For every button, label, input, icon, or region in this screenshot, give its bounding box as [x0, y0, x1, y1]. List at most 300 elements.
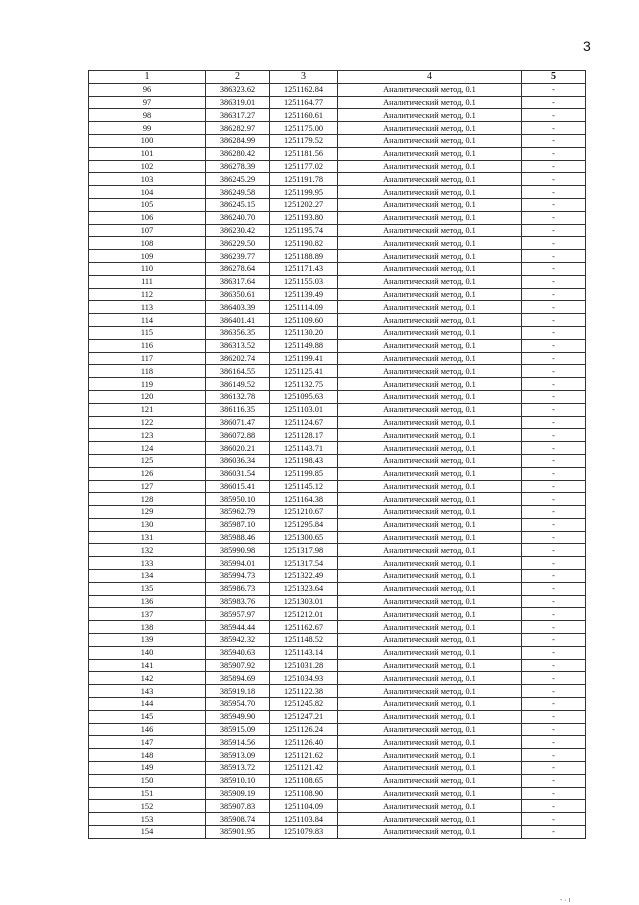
point-number-cell: 126	[89, 467, 206, 480]
x-coordinate-cell: 385944.44	[206, 621, 270, 634]
y-coordinate-cell: 1251079.83	[270, 826, 338, 839]
point-number-cell: 113	[89, 301, 206, 314]
x-coordinate-cell: 386020.21	[206, 442, 270, 455]
point-number-cell: 147	[89, 736, 206, 749]
table-header-row	[89, 71, 586, 84]
point-number-cell: 151	[89, 787, 206, 800]
note-cell: -	[522, 96, 586, 109]
note-cell: -	[522, 224, 586, 237]
method-accuracy-cell: Аналитический метод, 0.1	[338, 506, 522, 519]
x-coordinate-cell: 386313.52	[206, 339, 270, 352]
page-number: 3	[583, 38, 591, 54]
note-cell: -	[522, 211, 586, 224]
y-coordinate-cell: 1251108.65	[270, 774, 338, 787]
x-coordinate-cell: 386401.41	[206, 314, 270, 327]
point-number-cell: 101	[89, 147, 206, 160]
y-coordinate-cell: 1251164.38	[270, 493, 338, 506]
table-row	[89, 544, 586, 557]
point-number-cell: 127	[89, 480, 206, 493]
method-accuracy-cell: Аналитический метод, 0.1	[338, 147, 522, 160]
table-row	[89, 813, 586, 826]
y-coordinate-cell: 1251143.14	[270, 646, 338, 659]
table-row	[89, 339, 586, 352]
note-cell: -	[522, 416, 586, 429]
note-cell: -	[522, 531, 586, 544]
y-coordinate-cell: 1251124.67	[270, 416, 338, 429]
point-number-cell: 102	[89, 160, 206, 173]
y-coordinate-cell: 1251188.89	[270, 250, 338, 263]
x-coordinate-cell: 385914.56	[206, 736, 270, 749]
method-accuracy-cell: Аналитический метод, 0.1	[338, 314, 522, 327]
y-coordinate-cell: 1251303.01	[270, 595, 338, 608]
method-accuracy-cell: Аналитический метод, 0.1	[338, 634, 522, 647]
table-row	[89, 634, 586, 647]
table-row	[89, 237, 586, 250]
x-coordinate-cell: 385919.18	[206, 685, 270, 698]
note-cell: -	[522, 173, 586, 186]
point-number-cell: 152	[89, 800, 206, 813]
x-coordinate-cell: 386319.01	[206, 96, 270, 109]
x-coordinate-cell: 386202.74	[206, 352, 270, 365]
x-coordinate-cell: 386229.50	[206, 237, 270, 250]
x-coordinate-cell: 385908.74	[206, 813, 270, 826]
method-accuracy-cell: Аналитический метод, 0.1	[338, 83, 522, 96]
method-accuracy-cell: Аналитический метод, 0.1	[338, 352, 522, 365]
point-number-cell: 140	[89, 646, 206, 659]
y-coordinate-cell: 1251114.09	[270, 301, 338, 314]
x-coordinate-cell: 385907.92	[206, 659, 270, 672]
x-coordinate-cell: 386072.88	[206, 429, 270, 442]
table-row	[89, 109, 586, 122]
y-coordinate-cell: 1251199.85	[270, 467, 338, 480]
y-coordinate-cell: 1251198.43	[270, 454, 338, 467]
table-row	[89, 211, 586, 224]
method-accuracy-cell: Аналитический метод, 0.1	[338, 723, 522, 736]
point-number-cell: 130	[89, 518, 206, 531]
y-coordinate-cell: 1251148.52	[270, 634, 338, 647]
y-coordinate-cell: 1251103.01	[270, 403, 338, 416]
point-number-cell: 99	[89, 122, 206, 135]
y-coordinate-cell: 1251322.49	[270, 570, 338, 583]
x-coordinate-cell: 385907.83	[206, 800, 270, 813]
table-row	[89, 557, 586, 570]
header-col-4: 4	[338, 71, 522, 84]
note-cell: -	[522, 608, 586, 621]
x-coordinate-cell: 386278.39	[206, 160, 270, 173]
method-accuracy-cell: Аналитический метод, 0.1	[338, 122, 522, 135]
table-row	[89, 698, 586, 711]
point-number-cell: 124	[89, 442, 206, 455]
table-row	[89, 378, 586, 391]
point-number-cell: 112	[89, 288, 206, 301]
note-cell: -	[522, 685, 586, 698]
y-coordinate-cell: 1251323.64	[270, 582, 338, 595]
x-coordinate-cell: 385957.97	[206, 608, 270, 621]
y-coordinate-cell: 1251177.02	[270, 160, 338, 173]
x-coordinate-cell: 386132.78	[206, 390, 270, 403]
x-coordinate-cell: 386031.54	[206, 467, 270, 480]
note-cell: -	[522, 403, 586, 416]
note-cell: -	[522, 826, 586, 839]
header-col-2: 2	[206, 71, 270, 84]
x-coordinate-cell: 386230.42	[206, 224, 270, 237]
x-coordinate-cell: 385994.01	[206, 557, 270, 570]
header-col-1: 1	[89, 71, 206, 84]
table-row	[89, 198, 586, 211]
point-number-cell: 121	[89, 403, 206, 416]
note-cell: -	[522, 595, 586, 608]
x-coordinate-cell: 386284.99	[206, 134, 270, 147]
note-cell: -	[522, 288, 586, 301]
y-coordinate-cell: 1251195.74	[270, 224, 338, 237]
y-coordinate-cell: 1251212.01	[270, 608, 338, 621]
table-row	[89, 672, 586, 685]
point-number-cell: 134	[89, 570, 206, 583]
method-accuracy-cell: Аналитический метод, 0.1	[338, 224, 522, 237]
method-accuracy-cell: Аналитический метод, 0.1	[338, 390, 522, 403]
y-coordinate-cell: 1251210.67	[270, 506, 338, 519]
method-accuracy-cell: Аналитический метод, 0.1	[338, 672, 522, 685]
point-number-cell: 123	[89, 429, 206, 442]
point-number-cell: 145	[89, 710, 206, 723]
method-accuracy-cell: Аналитический метод, 0.1	[338, 608, 522, 621]
point-number-cell: 104	[89, 186, 206, 199]
note-cell: -	[522, 429, 586, 442]
note-cell: -	[522, 352, 586, 365]
x-coordinate-cell: 385913.72	[206, 762, 270, 775]
x-coordinate-cell: 386240.70	[206, 211, 270, 224]
x-coordinate-cell: 386239.77	[206, 250, 270, 263]
table-row	[89, 250, 586, 263]
table-row	[89, 262, 586, 275]
method-accuracy-cell: Аналитический метод, 0.1	[338, 378, 522, 391]
point-number-cell: 97	[89, 96, 206, 109]
y-coordinate-cell: 1251317.98	[270, 544, 338, 557]
point-number-cell: 114	[89, 314, 206, 327]
point-number-cell: 103	[89, 173, 206, 186]
note-cell: -	[522, 659, 586, 672]
y-coordinate-cell: 1251202.27	[270, 198, 338, 211]
point-number-cell: 133	[89, 557, 206, 570]
note-cell: -	[522, 467, 586, 480]
table-row	[89, 467, 586, 480]
header-col-3: 3	[270, 71, 338, 84]
method-accuracy-cell: Аналитический метод, 0.1	[338, 787, 522, 800]
table-row	[89, 83, 586, 96]
note-cell: -	[522, 390, 586, 403]
note-cell: -	[522, 147, 586, 160]
table-row	[89, 454, 586, 467]
note-cell: -	[522, 762, 586, 775]
table-row	[89, 186, 586, 199]
note-cell: -	[522, 83, 586, 96]
method-accuracy-cell: Аналитический метод, 0.1	[338, 800, 522, 813]
y-coordinate-cell: 1251191.78	[270, 173, 338, 186]
y-coordinate-cell: 1251103.84	[270, 813, 338, 826]
y-coordinate-cell: 1251199.95	[270, 186, 338, 199]
note-cell: -	[522, 109, 586, 122]
y-coordinate-cell: 1251126.40	[270, 736, 338, 749]
method-accuracy-cell: Аналитический метод, 0.1	[338, 198, 522, 211]
method-accuracy-cell: Аналитический метод, 0.1	[338, 288, 522, 301]
point-number-cell: 96	[89, 83, 206, 96]
table-row	[89, 416, 586, 429]
point-number-cell: 107	[89, 224, 206, 237]
x-coordinate-cell: 386249.58	[206, 186, 270, 199]
table-row	[89, 762, 586, 775]
point-number-cell: 139	[89, 634, 206, 647]
note-cell: -	[522, 493, 586, 506]
x-coordinate-cell: 386245.29	[206, 173, 270, 186]
x-coordinate-cell: 385940.63	[206, 646, 270, 659]
y-coordinate-cell: 1251179.52	[270, 134, 338, 147]
x-coordinate-cell: 385994.73	[206, 570, 270, 583]
x-coordinate-cell: 385990.98	[206, 544, 270, 557]
table-row	[89, 275, 586, 288]
x-coordinate-cell: 386403.39	[206, 301, 270, 314]
table-row	[89, 749, 586, 762]
coordinates-table	[88, 70, 586, 839]
y-coordinate-cell: 1251132.75	[270, 378, 338, 391]
table-row	[89, 826, 586, 839]
method-accuracy-cell: Аналитический метод, 0.1	[338, 544, 522, 557]
note-cell: -	[522, 378, 586, 391]
method-accuracy-cell: Аналитический метод, 0.1	[338, 275, 522, 288]
table-row	[89, 570, 586, 583]
table-row	[89, 736, 586, 749]
method-accuracy-cell: Аналитический метод, 0.1	[338, 813, 522, 826]
note-cell: -	[522, 237, 586, 250]
x-coordinate-cell: 385909.19	[206, 787, 270, 800]
header-col-5: 5	[522, 71, 586, 84]
note-cell: -	[522, 122, 586, 135]
y-coordinate-cell: 1251128.17	[270, 429, 338, 442]
note-cell: -	[522, 723, 586, 736]
method-accuracy-cell: Аналитический метод, 0.1	[338, 365, 522, 378]
method-accuracy-cell: Аналитический метод, 0.1	[338, 646, 522, 659]
point-number-cell: 108	[89, 237, 206, 250]
point-number-cell: 119	[89, 378, 206, 391]
x-coordinate-cell: 385986.73	[206, 582, 270, 595]
note-cell: -	[522, 454, 586, 467]
method-accuracy-cell: Аналитический метод, 0.1	[338, 557, 522, 570]
table-row	[89, 723, 586, 736]
point-number-cell: 128	[89, 493, 206, 506]
method-accuracy-cell: Аналитический метод, 0.1	[338, 518, 522, 531]
method-accuracy-cell: Аналитический метод, 0.1	[338, 621, 522, 634]
y-coordinate-cell: 1251145.12	[270, 480, 338, 493]
y-coordinate-cell: 1251149.88	[270, 339, 338, 352]
note-cell: -	[522, 480, 586, 493]
point-number-cell: 109	[89, 250, 206, 263]
x-coordinate-cell: 385949.90	[206, 710, 270, 723]
point-number-cell: 110	[89, 262, 206, 275]
x-coordinate-cell: 386350.61	[206, 288, 270, 301]
table-row	[89, 390, 586, 403]
note-cell: -	[522, 160, 586, 173]
method-accuracy-cell: Аналитический метод, 0.1	[338, 685, 522, 698]
note-cell: -	[522, 582, 586, 595]
method-accuracy-cell: Аналитический метод, 0.1	[338, 582, 522, 595]
table-row	[89, 621, 586, 634]
point-number-cell: 141	[89, 659, 206, 672]
note-cell: -	[522, 813, 586, 826]
y-coordinate-cell: 1251317.54	[270, 557, 338, 570]
method-accuracy-cell: Аналитический метод, 0.1	[338, 454, 522, 467]
y-coordinate-cell: 1251190.82	[270, 237, 338, 250]
table-row	[89, 608, 586, 621]
table-row	[89, 352, 586, 365]
point-number-cell: 106	[89, 211, 206, 224]
method-accuracy-cell: Аналитический метод, 0.1	[338, 710, 522, 723]
x-coordinate-cell: 385942.32	[206, 634, 270, 647]
table-row	[89, 288, 586, 301]
note-cell: -	[522, 698, 586, 711]
y-coordinate-cell: 1251162.67	[270, 621, 338, 634]
x-coordinate-cell: 385987.10	[206, 518, 270, 531]
note-cell: -	[522, 442, 586, 455]
x-coordinate-cell: 386280.42	[206, 147, 270, 160]
method-accuracy-cell: Аналитический метод, 0.1	[338, 250, 522, 263]
note-cell: -	[522, 301, 586, 314]
table-row	[89, 403, 586, 416]
point-number-cell: 116	[89, 339, 206, 352]
x-coordinate-cell: 385988.46	[206, 531, 270, 544]
note-cell: -	[522, 570, 586, 583]
x-coordinate-cell: 385962.79	[206, 506, 270, 519]
note-cell: -	[522, 275, 586, 288]
footer-marks: - · ı	[560, 897, 571, 904]
point-number-cell: 144	[89, 698, 206, 711]
method-accuracy-cell: Аналитический метод, 0.1	[338, 531, 522, 544]
method-accuracy-cell: Аналитический метод, 0.1	[338, 416, 522, 429]
method-accuracy-cell: Аналитический метод, 0.1	[338, 826, 522, 839]
table-row	[89, 442, 586, 455]
y-coordinate-cell: 1251160.61	[270, 109, 338, 122]
x-coordinate-cell: 386317.64	[206, 275, 270, 288]
point-number-cell: 115	[89, 326, 206, 339]
table-row	[89, 160, 586, 173]
y-coordinate-cell: 1251095.63	[270, 390, 338, 403]
x-coordinate-cell: 385983.76	[206, 595, 270, 608]
y-coordinate-cell: 1251199.41	[270, 352, 338, 365]
table-row	[89, 595, 586, 608]
x-coordinate-cell: 386036.34	[206, 454, 270, 467]
table-row	[89, 224, 586, 237]
method-accuracy-cell: Аналитический метод, 0.1	[338, 595, 522, 608]
y-coordinate-cell: 1251247.21	[270, 710, 338, 723]
point-number-cell: 131	[89, 531, 206, 544]
table-row	[89, 493, 586, 506]
note-cell: -	[522, 326, 586, 339]
y-coordinate-cell: 1251139.49	[270, 288, 338, 301]
x-coordinate-cell: 385910.10	[206, 774, 270, 787]
method-accuracy-cell: Аналитический метод, 0.1	[338, 301, 522, 314]
note-cell: -	[522, 262, 586, 275]
point-number-cell: 100	[89, 134, 206, 147]
note-cell: -	[522, 774, 586, 787]
method-accuracy-cell: Аналитический метод, 0.1	[338, 749, 522, 762]
y-coordinate-cell: 1251162.84	[270, 83, 338, 96]
method-accuracy-cell: Аналитический метод, 0.1	[338, 109, 522, 122]
method-accuracy-cell: Аналитический метод, 0.1	[338, 186, 522, 199]
method-accuracy-cell: Аналитический метод, 0.1	[338, 211, 522, 224]
point-number-cell: 98	[89, 109, 206, 122]
note-cell: -	[522, 634, 586, 647]
table-row	[89, 659, 586, 672]
y-coordinate-cell: 1251121.62	[270, 749, 338, 762]
method-accuracy-cell: Аналитический метод, 0.1	[338, 326, 522, 339]
note-cell: -	[522, 134, 586, 147]
y-coordinate-cell: 1251121.42	[270, 762, 338, 775]
x-coordinate-cell: 385913.09	[206, 749, 270, 762]
note-cell: -	[522, 736, 586, 749]
table-row	[89, 518, 586, 531]
method-accuracy-cell: Аналитический метод, 0.1	[338, 467, 522, 480]
x-coordinate-cell: 386317.27	[206, 109, 270, 122]
x-coordinate-cell: 385901.95	[206, 826, 270, 839]
note-cell: -	[522, 506, 586, 519]
note-cell: -	[522, 672, 586, 685]
table-row	[89, 301, 586, 314]
method-accuracy-cell: Аналитический метод, 0.1	[338, 736, 522, 749]
x-coordinate-cell: 386323.62	[206, 83, 270, 96]
x-coordinate-cell: 386245.15	[206, 198, 270, 211]
x-coordinate-cell: 386116.35	[206, 403, 270, 416]
x-coordinate-cell: 386149.52	[206, 378, 270, 391]
table-row	[89, 173, 586, 186]
point-number-cell: 153	[89, 813, 206, 826]
note-cell: -	[522, 198, 586, 211]
point-number-cell: 149	[89, 762, 206, 775]
table-row	[89, 710, 586, 723]
method-accuracy-cell: Аналитический метод, 0.1	[338, 262, 522, 275]
table-row	[89, 429, 586, 442]
table-row	[89, 646, 586, 659]
point-number-cell: 146	[89, 723, 206, 736]
note-cell: -	[522, 749, 586, 762]
table-row	[89, 506, 586, 519]
note-cell: -	[522, 646, 586, 659]
x-coordinate-cell: 385954.70	[206, 698, 270, 711]
method-accuracy-cell: Аналитический метод, 0.1	[338, 442, 522, 455]
method-accuracy-cell: Аналитический метод, 0.1	[338, 134, 522, 147]
point-number-cell: 148	[89, 749, 206, 762]
table-row	[89, 147, 586, 160]
y-coordinate-cell: 1251181.56	[270, 147, 338, 160]
table-row	[89, 582, 586, 595]
note-cell: -	[522, 365, 586, 378]
y-coordinate-cell: 1251295.84	[270, 518, 338, 531]
y-coordinate-cell: 1251300.65	[270, 531, 338, 544]
y-coordinate-cell: 1251104.09	[270, 800, 338, 813]
note-cell: -	[522, 518, 586, 531]
table-row	[89, 365, 586, 378]
x-coordinate-cell: 386356.35	[206, 326, 270, 339]
x-coordinate-cell: 386015.41	[206, 480, 270, 493]
y-coordinate-cell: 1251175.00	[270, 122, 338, 135]
point-number-cell: 117	[89, 352, 206, 365]
x-coordinate-cell: 386071.47	[206, 416, 270, 429]
point-number-cell: 138	[89, 621, 206, 634]
method-accuracy-cell: Аналитический метод, 0.1	[338, 429, 522, 442]
table-row	[89, 134, 586, 147]
y-coordinate-cell: 1251126.24	[270, 723, 338, 736]
point-number-cell: 125	[89, 454, 206, 467]
note-cell: -	[522, 710, 586, 723]
table-row	[89, 480, 586, 493]
x-coordinate-cell: 386282.97	[206, 122, 270, 135]
